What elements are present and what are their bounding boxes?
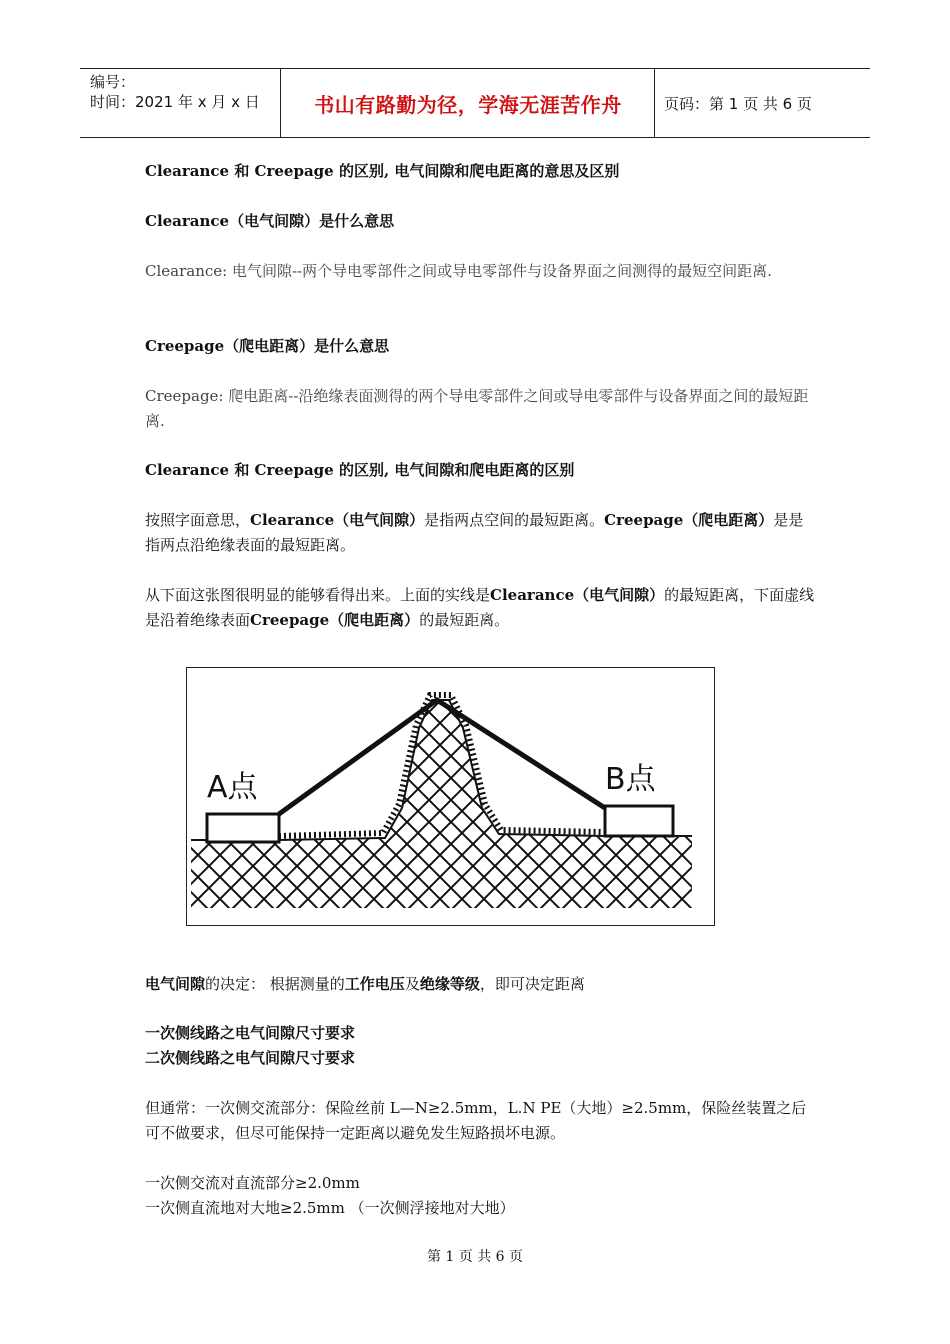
- document-header: [80, 68, 870, 138]
- text: 的最短距离。: [419, 611, 510, 629]
- dc-ground-requirement: 一次侧直流地对大地≥2.5mm （一次侧浮接地对大地）: [145, 1199, 515, 1217]
- primary-requirement-heading: 一次侧线路之电气间隙尺寸要求: [145, 1024, 356, 1042]
- text: 从下面这张图很明显的能够看得出来。上面的实线是: [145, 586, 491, 604]
- point-a-label: A点: [207, 770, 258, 805]
- term-clearance: Clearance（电气间隙）: [250, 511, 425, 529]
- ac-dc-requirement: 一次侧交流对直流部分≥2.0mm: [145, 1174, 360, 1192]
- point-b-conductor: [605, 806, 673, 836]
- term-creepage: Creepage（爬电距离）: [604, 511, 774, 529]
- term-clearance: 电气间隙: [145, 975, 206, 993]
- time-label: 时间：2021 年 x 月 x 日: [90, 93, 260, 111]
- header-divider: [654, 69, 655, 137]
- text: ，即可决定距离: [479, 975, 585, 993]
- figure-intro-paragraph: [145, 583, 815, 633]
- definition-clearance: Clearance: 电气间隙--两个导电零部件之间或导电零部件与设备界面之间测得的最短空间距离.: [145, 262, 772, 280]
- clearance-decision-paragraph: [145, 972, 815, 997]
- term-clearance: Clearance（电气间隙）: [490, 586, 665, 604]
- point-a-conductor: [207, 814, 279, 842]
- number-label: 编号：: [90, 73, 136, 91]
- header-divider: [280, 69, 281, 137]
- term-creepage: Creepage（爬电距离）: [250, 611, 420, 629]
- term-working-voltage: 工作电压: [344, 975, 405, 993]
- text: 是指两点空间的最短距离。: [424, 511, 605, 529]
- heading-creepage: Creepage（爬电距离）是什么意思: [145, 337, 390, 355]
- secondary-requirement-heading: 二次侧线路之电气间隙尺寸要求: [145, 1049, 356, 1067]
- point-b-label: B点: [605, 762, 656, 797]
- text: 及: [404, 975, 420, 993]
- clearance-creepage-diagram: [186, 667, 715, 926]
- header-motto: 书山有路勤为径，学海无涯苦作舟: [314, 92, 622, 117]
- text: 是是指两点沿绝缘表面的最短距离。: [145, 511, 804, 554]
- definition-creepage: Creepage: 爬电距离--沿绝缘表面测得的两个导电零部件之间或导电零部件与设备界面之间的最短距离.: [145, 387, 809, 430]
- header-meta: [80, 69, 280, 137]
- header-page-info: 页码：第 1 页 共 6 页: [664, 94, 812, 113]
- insulation-hatch: [191, 700, 692, 908]
- text: 按照字面意思，: [145, 511, 251, 529]
- text: 的最短距离，下面虚线是沿着绝缘表面: [145, 586, 815, 629]
- page-footer: 第 1 页 共 6 页: [426, 1249, 524, 1265]
- usual-requirement-paragraph: 但通常：一次侧交流部分：保险丝前 L—N≥2.5mm，L.N PE（大地）≥2.5mm，保险丝装置之后可不做要求，但尽可能保持一定距离以避免发生短路损坏电源。: [145, 1099, 807, 1142]
- term-insulation-class: 绝缘等级: [419, 975, 480, 993]
- heading-difference: Clearance 和 Creepage 的区别, 电气间隙和爬电距离的区别: [145, 461, 575, 479]
- doc-title: Clearance 和 Creepage 的区别, 电气间隙和爬电距离的意思及区别: [145, 162, 620, 180]
- text: 的决定： 根据测量的: [205, 975, 345, 993]
- heading-clearance: Clearance（电气间隙）是什么意思: [145, 212, 395, 230]
- literal-meaning-paragraph: [145, 508, 815, 558]
